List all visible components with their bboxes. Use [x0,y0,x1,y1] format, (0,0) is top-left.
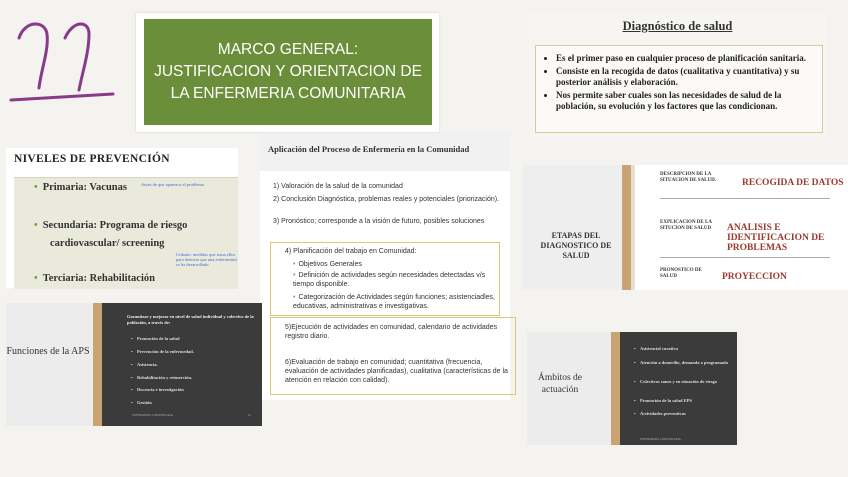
nivel-note: Cribado: medidas que toma ellos para detectar que una enfermedad se ha desarrollado [176,252,237,267]
etapa-big: RECOGIDA DE DATOS [742,178,844,188]
aplicacion-step: 4) Planificación del trabajo en Comunidad: [285,248,417,255]
ambitos-left-panel [527,332,611,445]
etapa-big: ANALISIS E IDENTIFICACION DE PROBLEMAS [727,223,825,253]
divider [660,257,830,258]
funciones-footer: ENFERMERÍA COMUNITARIA [132,413,173,417]
title-line-2: JUSTIFICACION Y ORIENTACION DE [154,63,422,80]
diagnostico-bullet: • Nos permite saber cuales son las necesidades de salud de la población, su evolución y los factores que las condicionan. [556,90,816,112]
ambitos-content [620,332,737,445]
aplicacion-step: 2) Conclusión Diagnóstica, problemas reales y potenciales (priorización). [273,196,500,203]
diagnostico-bullet: • Es el primer paso en cualquier proceso de planificación sanitaria. [556,53,816,64]
nivel-secundaria-2: cardiovascular/ screening [50,238,165,249]
aplicacion-subitem-text: Definición de actividades según necesidades detectadas v/s tiempo disponible. [293,272,486,288]
etapa-small: EXPLICACION DE LA SITUCION DE SALUD [660,220,712,231]
diagnostico-slide [529,13,826,136]
accent-bar [611,332,620,445]
etapas-label: ETAPAS DEL DIAGNOSTICO DE SALUD [540,231,612,260]
accent-bar [622,165,631,290]
aplicacion-subitem: • Objetivos Generales [293,261,362,268]
diagnostico-bullet: • Consiste en la recogida de datos (cualitativa y cuantitativa) y su posterior análisis y elaboración. [556,66,816,88]
nivel-primaria: • Primaria: Vacunas [34,182,127,193]
ambitos-footer: ENFERMERÍA COMUNITARIA [640,437,681,441]
ambitos-item: • Atención a domicilio, demanda o programada [640,360,730,366]
title-line-1: MARCO GENERAL: [217,41,359,58]
nivel-label: Primaria: Vacunas [42,182,127,193]
aplicacion-header [260,133,510,171]
planificacion-box [270,242,500,316]
accent-bar [631,165,635,290]
aplicacion-step: 5)Ejecución de actividades en comunidad, calendario de actividades registro diario. [285,324,498,340]
title-box [144,19,432,125]
ambitos-slide [522,294,848,477]
aplicacion-step: 1) Valoración de la salud de la comunidad [273,183,403,190]
ambitos-card [527,332,737,445]
handwritten-number [5,10,120,105]
etapas-left-panel [522,165,630,290]
funciones-item: • Docencia e investigación [137,387,184,392]
funciones-item: • Prevención de la enfermedad. [137,349,194,354]
page-number: 10 [248,413,251,417]
aplicacion-subitem: • Definición de actividades según necesidades detectadas v/s tiempo disponible. [293,272,486,288]
funciones-item: • Rehabilitación y reinserción. [137,375,192,380]
ambitos-label: Ámbitos de actuación [537,373,583,395]
nivel-secundaria: • Secundaria: Programa de riesgo [34,220,188,231]
funciones-intro: Garantizar y mejorar en nivel de salud individual y colectivo de la población, a través de: [127,314,254,325]
funciones-slide [6,303,262,426]
aplicacion-subitem-text: Categorización de Actividades según funciones; asistenciadles, educativas, administrativas e investigativas. [293,294,495,310]
accent-bar [93,303,102,426]
diagnostico-box [535,45,823,133]
aplicacion-step: 6)Evaluación de trabajo en comunidad; cuantitativa (frecuencia, evaluación de actividades planificadas), cualitativa (características de la atención en relación con calidad). [285,359,508,384]
funciones-left-panel [6,303,93,426]
etapa-small: PRONOSTICO DE SALUD [660,268,702,279]
divider [660,198,830,199]
diagnostico-title: Diagnóstico de salud [622,19,733,33]
niveles-slide [6,148,238,288]
etapa-big: PROYECCION [722,272,787,282]
title-slide [136,13,439,132]
ambitos-item: • Colectivos sanos y en situación de riesgo [640,379,730,385]
etapa-small: DESCRIPCION DE LA SITUACION DE SALUD. [660,172,716,183]
nivel-label: Secundaria: Programa de riesgo [42,220,188,231]
etapas-slide [522,165,848,290]
nivel-note: Antes de que aparezca el problema [141,182,204,187]
nivel-terciaria: • Terciaria: Rehabilitación [34,273,155,284]
ambitos-item: • Actividades preventivas [640,411,730,417]
funciones-item: • Promoción de la salud [137,336,180,341]
nivel-label: Terciaria: Rehabilitación [42,273,155,284]
aplicacion-step: 3) Pronóstico; corresponde a la visión de futuro, posibles soluciones [273,218,485,225]
title-line-3: LA ENFERMERIA COMUNITARIA [170,85,406,102]
aplicacion-slide [260,133,510,400]
niveles-title: NIVELES DE PREVENCIÓN [14,153,170,165]
aplicacion-title: Aplicación del Proceso de Enfermería en la Comunidad [268,144,470,154]
ambitos-item: • Asistencial curativa [640,346,730,352]
ejecucion-box [270,317,516,395]
funciones-label: Funciones de la APS [6,346,90,357]
aplicacion-subitem: • Categorización de Actividades según funciones; asistenciadles, educativas, administrativas e investigativas. [293,294,495,310]
niveles-panel [14,177,238,289]
aplicacion-subitem-text: Objetivos Generales [298,261,362,268]
funciones-item: • Asistencia. [137,362,158,367]
ambitos-item: • Promoción de la salud EPS [640,398,730,404]
funciones-item: • Gestión [137,400,152,405]
funciones-content [102,303,262,426]
